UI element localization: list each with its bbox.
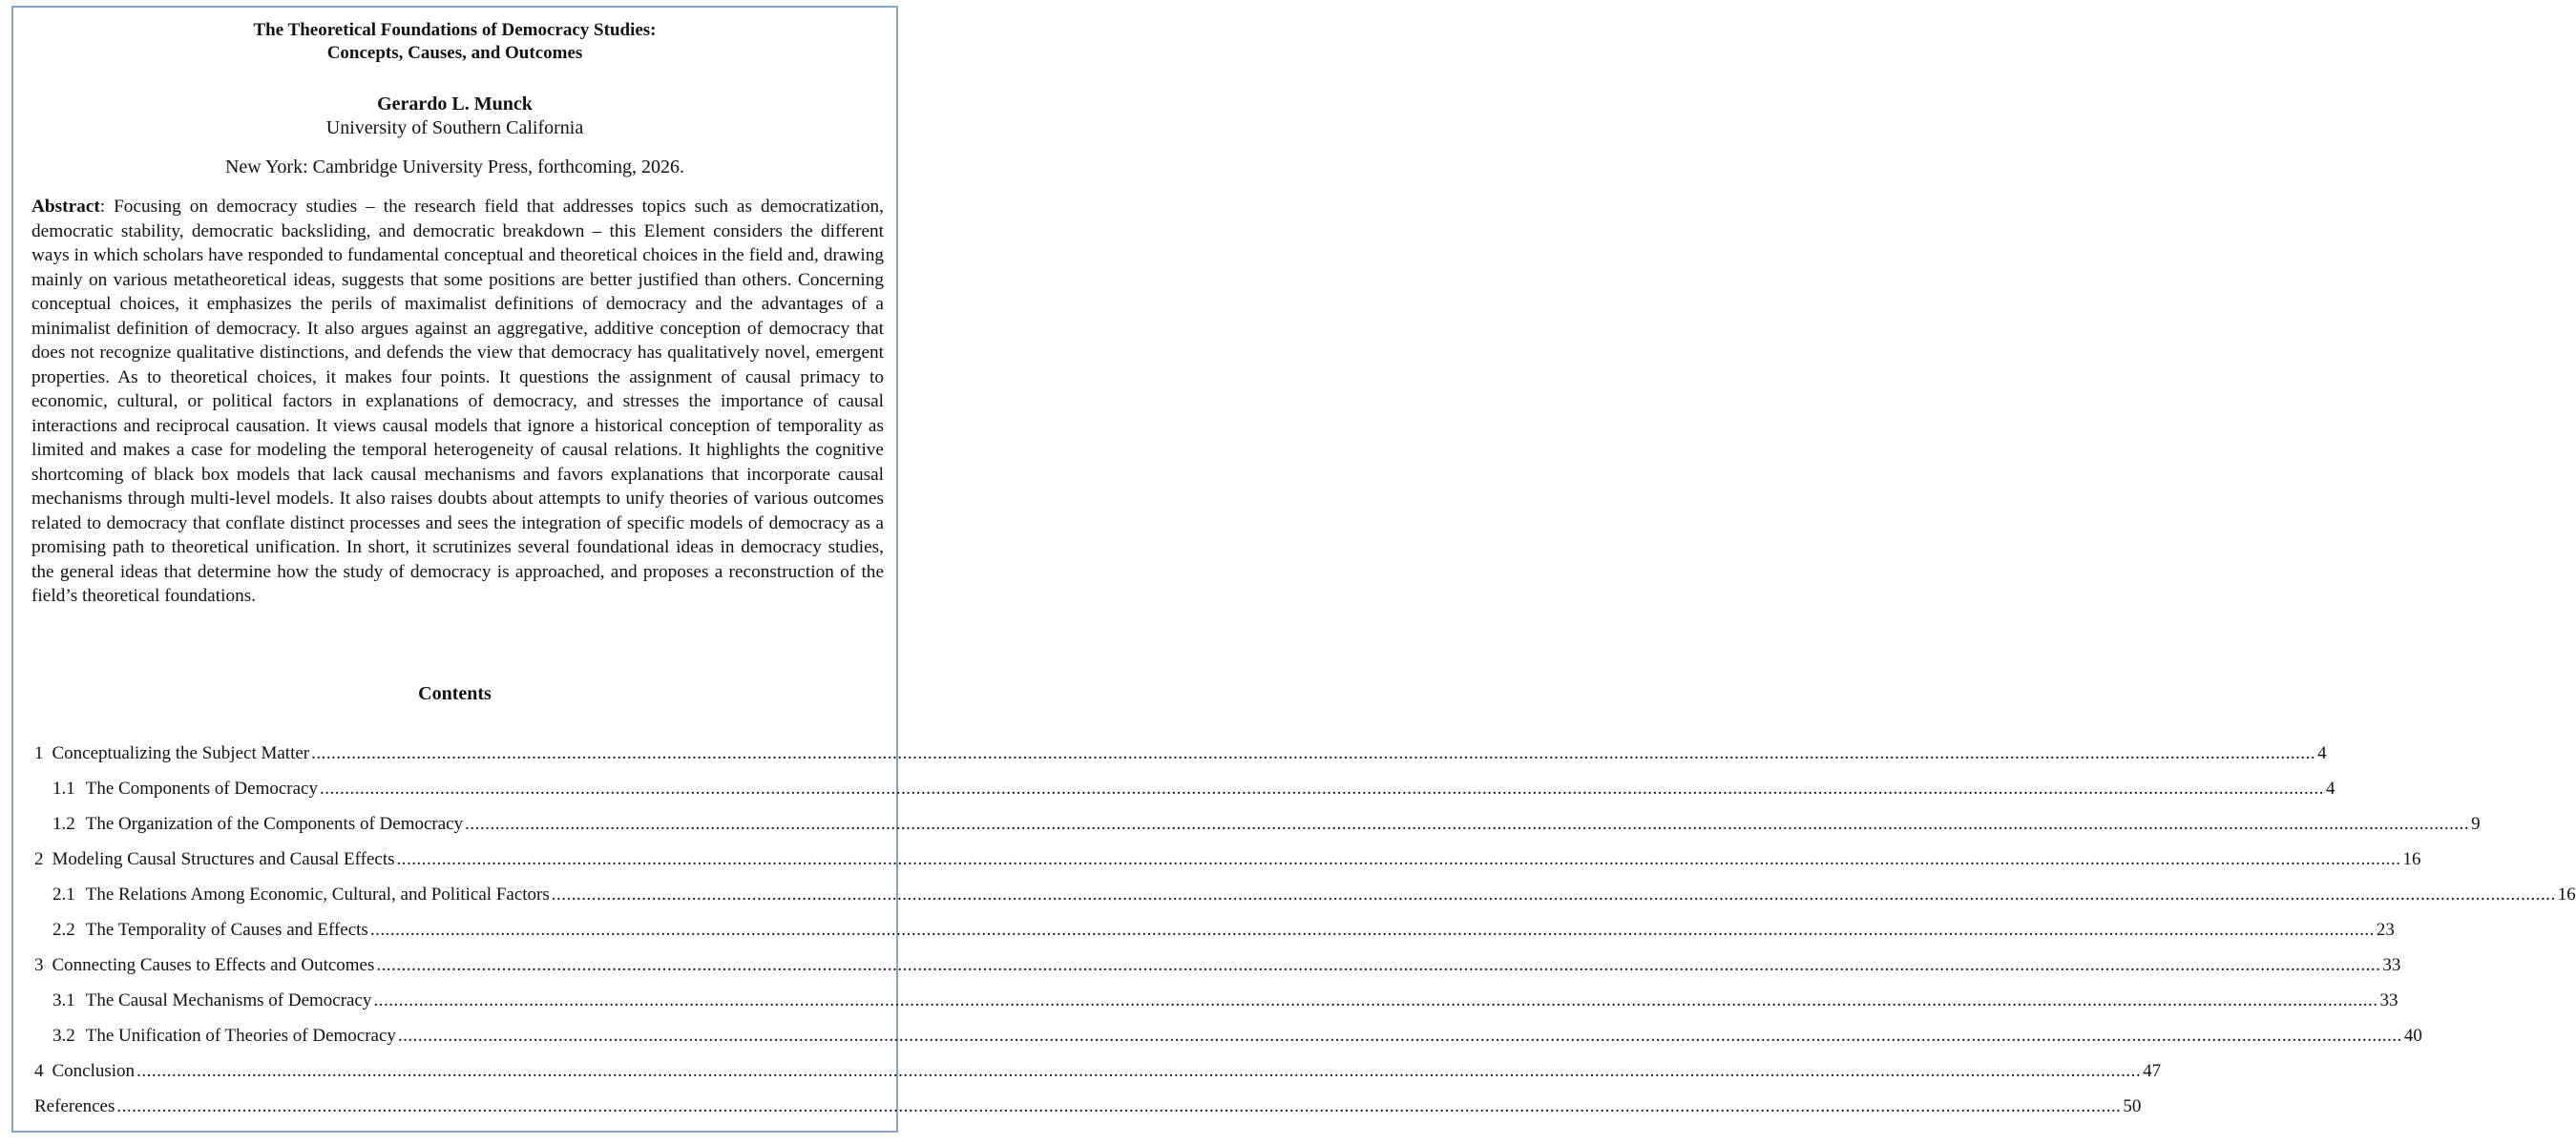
publication-info: New York: Cambridge University Press, forthcoming, 2026. <box>224 156 685 177</box>
toc-entry <box>34 813 2481 848</box>
toc-entry-page: 16 <box>2557 885 2576 905</box>
toc-leader-dots: ................................................................................................................................................................................................................................................................................................................................................................................................................ <box>465 814 2470 834</box>
toc-entry-number: 1.2 <box>52 814 75 834</box>
toc-leader-dots: ................................................................................................................................................................................................................................................................................................................................................................................................................ <box>311 743 2316 763</box>
toc-entry-page: 47 <box>2143 1061 2162 1081</box>
toc-entry-page: 4 <box>2325 779 2335 799</box>
author-name: Gerardo L. Munck <box>377 94 533 114</box>
toc-entry <box>34 1060 2162 1095</box>
toc-entry-number: 3 <box>34 955 44 975</box>
toc-entry-title: The Components of Democracy <box>85 779 318 799</box>
toc-entry-page: 50 <box>2123 1096 2142 1116</box>
toc-entry-page: 23 <box>2376 920 2395 940</box>
toc-entry <box>34 954 2401 989</box>
toc-entry-page: 33 <box>2382 955 2401 975</box>
table-of-contents <box>34 742 2576 1131</box>
toc-entry-page: 33 <box>2379 990 2398 1010</box>
toc-entry-title: The Organization of the Components of Democracy <box>85 814 464 834</box>
abstract <box>31 195 884 609</box>
title-line-2: Concepts, Causes, and Outcomes <box>326 43 583 63</box>
toc-entry-title: The Temporality of Causes and Effects <box>85 920 368 940</box>
toc-entry-title: Conclusion <box>52 1061 136 1081</box>
toc-entry-number: 4 <box>34 1061 44 1081</box>
toc-entry-title: Conceptualizing the Subject Matter <box>52 743 310 763</box>
toc-entry-number: 3.2 <box>52 1026 75 1046</box>
toc-entry <box>34 742 2327 778</box>
toc-entry-number: 2.1 <box>52 885 75 905</box>
document-title <box>13 19 896 65</box>
toc-leader-dots: ................................................................................................................................................................................................................................................................................................................................................................................................................ <box>396 849 2401 869</box>
toc-entry <box>34 1095 2142 1131</box>
toc-entry <box>34 884 2576 919</box>
toc-entry-number: 2 <box>34 849 44 869</box>
toc-leader-dots: ................................................................................................................................................................................................................................................................................................................................................................................................................ <box>397 1026 2402 1046</box>
toc-entry-title: The Unification of Theories of Democracy <box>85 1026 396 1046</box>
toc-leader-dots: ................................................................................................................................................................................................................................................................................................................................................................................................................ <box>116 1096 2122 1116</box>
title-line-1: The Theoretical Foundations of Democracy Studies: <box>253 20 657 40</box>
toc-leader-dots: ................................................................................................................................................................................................................................................................................................................................................................................................................ <box>319 779 2324 799</box>
toc-entry-number: 2.2 <box>52 920 75 940</box>
toc-entry-page: 4 <box>2317 743 2327 763</box>
abstract-text: : Focusing on democracy studies – the research field that addresses topics such as democratization, democratic stability, democratic backsliding, and democratic breakdown – this Element considers the different ways in which scholars have responded to fundamental conceptual and theoretical choices in the field and, drawing mainly on various metatheoretical ideas, suggests that some positions are better justified than others. Concerning conceptual choices, it emphasizes the perils of maximalist definitions of democracy and the advantages of a minimalist definition of democracy. It also argues against an aggregative, additive conception of democracy that does not recognize qualitative distinctions, and defends the view that democracy has qualitatively novel, emergent properties. As to theoretical choices, it makes four points. It questions the assignment of causal primacy to economic, cultural, or political factors in explanations of democracy, and stresses the importance of causal interactions and reciprocal causation. It views causal models that ignore a historical conception of temporality as limited and makes a case for modeling the temporal heterogeneity of causal relations. It highlights the cognitive shortcoming of black box models that lack causal mechanisms and favors explanations that incorporate causal mechanisms through multi-level models. It also raises doubts about attempts to unify theories of various outcomes related to democracy that conflate distinct processes and sees the integration of specific models of democracy as a promising path to theoretical unification. In short, it scrutinizes several foundational ideas in democracy studies, the general ideas that determine how the study of democracy is approached, and proposes a reconstruction of the field’s theoretical foundations. <box>31 197 884 606</box>
toc-entry-title: Connecting Causes to Effects and Outcomes <box>52 955 375 975</box>
author-affiliation: University of Southern California <box>325 117 584 138</box>
abstract-label: Abstract <box>31 197 100 217</box>
toc-leader-dots: ................................................................................................................................................................................................................................................................................................................................................................................................................ <box>376 955 2381 975</box>
toc-entry <box>34 848 2421 884</box>
toc-entry-title: The Relations Among Economic, Cultural, and Political Factors <box>85 885 550 905</box>
toc-entry <box>34 919 2395 954</box>
toc-leader-dots: ................................................................................................................................................................................................................................................................................................................................................................................................................ <box>369 920 2375 940</box>
toc-entry <box>34 778 2335 813</box>
toc-entry-number: 1.1 <box>52 779 75 799</box>
toc-entry <box>34 1025 2422 1060</box>
toc-entry-title: References <box>34 1096 115 1116</box>
toc-entry <box>34 989 2398 1025</box>
toc-leader-dots: ................................................................................................................................................................................................................................................................................................................................................................................................................ <box>136 1061 2142 1081</box>
toc-leader-dots: ................................................................................................................................................................................................................................................................................................................................................................................................................ <box>551 885 2556 905</box>
contents-heading: Contents <box>418 683 492 704</box>
toc-entry-title: The Causal Mechanisms of Democracy <box>85 990 372 1010</box>
toc-entry-number: 1 <box>34 743 44 763</box>
toc-entry-number: 3.1 <box>52 990 75 1010</box>
toc-entry-page: 16 <box>2402 849 2421 869</box>
toc-entry-page: 40 <box>2403 1026 2422 1046</box>
document-page <box>11 6 2576 1133</box>
toc-entry-page: 9 <box>2471 814 2481 834</box>
toc-entry-title: Modeling Causal Structures and Causal Effects <box>52 849 395 869</box>
toc-leader-dots: ................................................................................................................................................................................................................................................................................................................................................................................................................ <box>373 990 2378 1010</box>
